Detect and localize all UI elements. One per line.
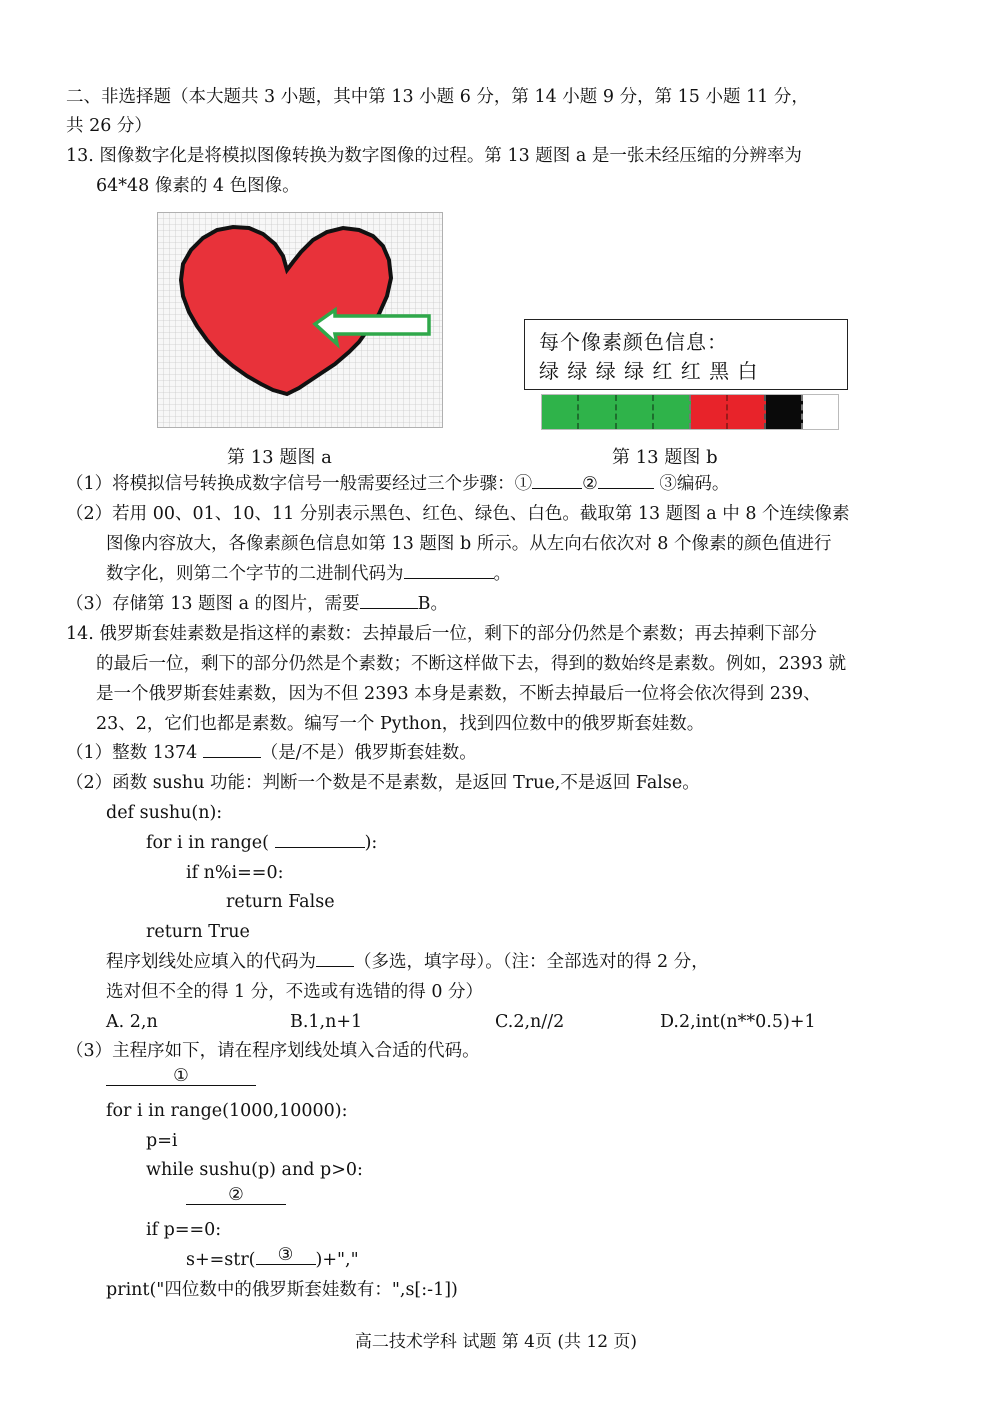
code2-line7-b: )+"," bbox=[315, 1250, 359, 1270]
q13-sub2-line3 bbox=[106, 562, 511, 586]
page-footer: 高二技术学科 试题 第 4页 (共 12 页) bbox=[354, 1332, 638, 1352]
fig-b-info-box bbox=[524, 319, 848, 390]
fig-a-caption: 第 13 题图 a bbox=[227, 447, 332, 468]
q13-sub2-text: 数字化，则第二个字节的二进制代码为 bbox=[106, 564, 404, 584]
fig-b-box-line2: 绿 绿 绿 绿 红 红 黑 白 bbox=[539, 359, 759, 383]
q13-sub3-unit: B。 bbox=[417, 594, 448, 614]
option-b: B.1,n+1 bbox=[290, 1012, 363, 1032]
section-header-line1: 二、非选择题（本大题共 3 小题，其中第 13 小题 6 分，第 14 小题 9 分，第 15 小题 11 分， bbox=[66, 87, 809, 107]
q13-intro-line1: 13. 图像数字化是将模拟图像转换为数字图像的过程。第 13 题图 a 是一张未经压缩的分辨率为 bbox=[66, 146, 802, 166]
pixel-2 bbox=[579, 395, 616, 429]
q13-sub1-blank1[interactable] bbox=[532, 472, 582, 489]
q14-sub1 bbox=[66, 741, 477, 765]
q13-sub1 bbox=[66, 472, 729, 496]
code2-blank-2[interactable] bbox=[186, 1185, 286, 1205]
code1-line1: def sushu(n): bbox=[106, 803, 223, 823]
code1-line5: return True bbox=[146, 922, 250, 942]
q14-sub1-text: （1）整数 1374 bbox=[66, 743, 203, 763]
section-header-line2: 共 26 分） bbox=[66, 116, 152, 136]
code1-line2-b: ): bbox=[364, 833, 378, 853]
pixel-4 bbox=[654, 395, 691, 429]
q13-sub1-text-c: ③编码。 bbox=[653, 474, 730, 494]
q13-sub2-line1: （2）若用 00、01、10、11 分别表示黑色、红色、绿色、白色。截取第 13 题图 a 中 8 个连续像素 bbox=[66, 504, 850, 524]
q14-sub1-blank[interactable] bbox=[203, 741, 261, 758]
pixel-3 bbox=[617, 395, 654, 429]
code1-line2 bbox=[146, 831, 377, 855]
code2-line3: p=i bbox=[146, 1131, 178, 1151]
q13-sub1-text-b: ② bbox=[582, 474, 598, 494]
pixel-7 bbox=[766, 395, 803, 429]
q13-sub1-text-a: （1）将模拟信号转换成数字信号一般需要经过三个步骤：① bbox=[66, 474, 533, 494]
q13-sub3 bbox=[66, 592, 448, 616]
pixel-5 bbox=[691, 395, 728, 429]
q13-sub3-text: （3）存储第 13 题图 a 的图片，需要 bbox=[66, 594, 360, 614]
code2-line1 bbox=[106, 1066, 256, 1093]
blank-mark-2: ② bbox=[228, 1185, 244, 1205]
code1-range-blank[interactable] bbox=[275, 831, 365, 848]
code2-line7 bbox=[186, 1245, 359, 1272]
code2-line8: print("四位数中的俄罗斯套娃数有：",s[:-1]) bbox=[106, 1280, 458, 1300]
code1-line2-a: for i in range( bbox=[146, 833, 275, 853]
code2-line6: if p==0: bbox=[146, 1220, 222, 1240]
code2-line5 bbox=[186, 1185, 286, 1212]
q14-sub2-question bbox=[106, 950, 709, 974]
code1-line3: if n%i==0: bbox=[186, 863, 284, 883]
code1-line4: return False bbox=[226, 892, 335, 912]
fig-b-caption: 第 13 题图 b bbox=[612, 447, 718, 468]
pixel-6 bbox=[728, 395, 765, 429]
q13-sub1-blank2[interactable] bbox=[598, 472, 654, 489]
option-c: C.2,n//2 bbox=[495, 1012, 565, 1032]
pixel-8 bbox=[803, 395, 838, 429]
q14-sub2-answer-blank[interactable] bbox=[316, 950, 354, 967]
blank-mark-3: ③ bbox=[277, 1245, 294, 1265]
q13-intro-line2: 64*48 像素的 4 色图像。 bbox=[96, 176, 300, 196]
q14-sub2-q-text: 程序划线处应填入的代码为 bbox=[106, 952, 316, 972]
fig-b-box-line1: 每个像素颜色信息： bbox=[539, 330, 728, 354]
q14-sub1-text-b: （是/不是）俄罗斯套娃数。 bbox=[260, 743, 477, 763]
q14-intro-line4: 23、2，它们也都是素数。编写一个 Python，找到四位数中的俄罗斯套娃数。 bbox=[96, 714, 705, 734]
q14-sub2-q-text-b: （多选，填字母）。（注：全部选对的得 2 分， bbox=[354, 952, 709, 972]
option-d: D.2,int(n**0.5)+1 bbox=[660, 1012, 816, 1032]
code2-blank-3[interactable] bbox=[256, 1245, 316, 1265]
blank-mark-1: ① bbox=[173, 1066, 189, 1086]
q14-intro-line1: 14. 俄罗斯套娃素数是指这样的素数：去掉最后一位，剩下的部分仍然是个素数；再去掉剩下部分 bbox=[66, 624, 817, 644]
pixel-1 bbox=[542, 395, 579, 429]
code2-line2: for i in range(1000,10000): bbox=[106, 1101, 348, 1121]
q13-sub2-line2: 图像内容放大，各像素颜色信息如第 13 题图 b 所示。从左向右依次对 8 个像素的颜色值进行 bbox=[106, 534, 832, 554]
option-a: A. 2,n bbox=[106, 1012, 158, 1032]
q14-intro-line2: 的最后一位，剩下的部分仍然是个素数；不断这样做下去，得到的数始终是素数。例如，2393 就 bbox=[96, 654, 847, 674]
code2-line4: while sushu(p) and p>0: bbox=[146, 1160, 363, 1180]
q13-figure-a bbox=[157, 212, 443, 428]
q14-intro-line3: 是一个俄罗斯套娃素数，因为不但 2393 本身是素数，不断去掉最后一位将会依次得到 239、 bbox=[96, 684, 821, 704]
q13-sub2-end: 。 bbox=[493, 564, 511, 584]
q13-sub2-blank[interactable] bbox=[404, 562, 494, 579]
fig-b-pixel-strip bbox=[541, 394, 839, 430]
q14-sub2: （2）函数 sushu 功能：判断一个数是不是素数，是返回 True,不是返回 False。 bbox=[66, 773, 700, 793]
q14-sub3: （3）主程序如下，请在程序划线处填入合适的代码。 bbox=[66, 1041, 480, 1061]
code2-blank-1[interactable] bbox=[106, 1066, 256, 1086]
q14-sub2-scoring: 选对但不全的得 1 分，不选或有选错的得 0 分） bbox=[106, 982, 484, 1002]
code2-line7-a: s+=str( bbox=[186, 1250, 256, 1270]
q13-sub3-blank[interactable] bbox=[360, 592, 418, 609]
